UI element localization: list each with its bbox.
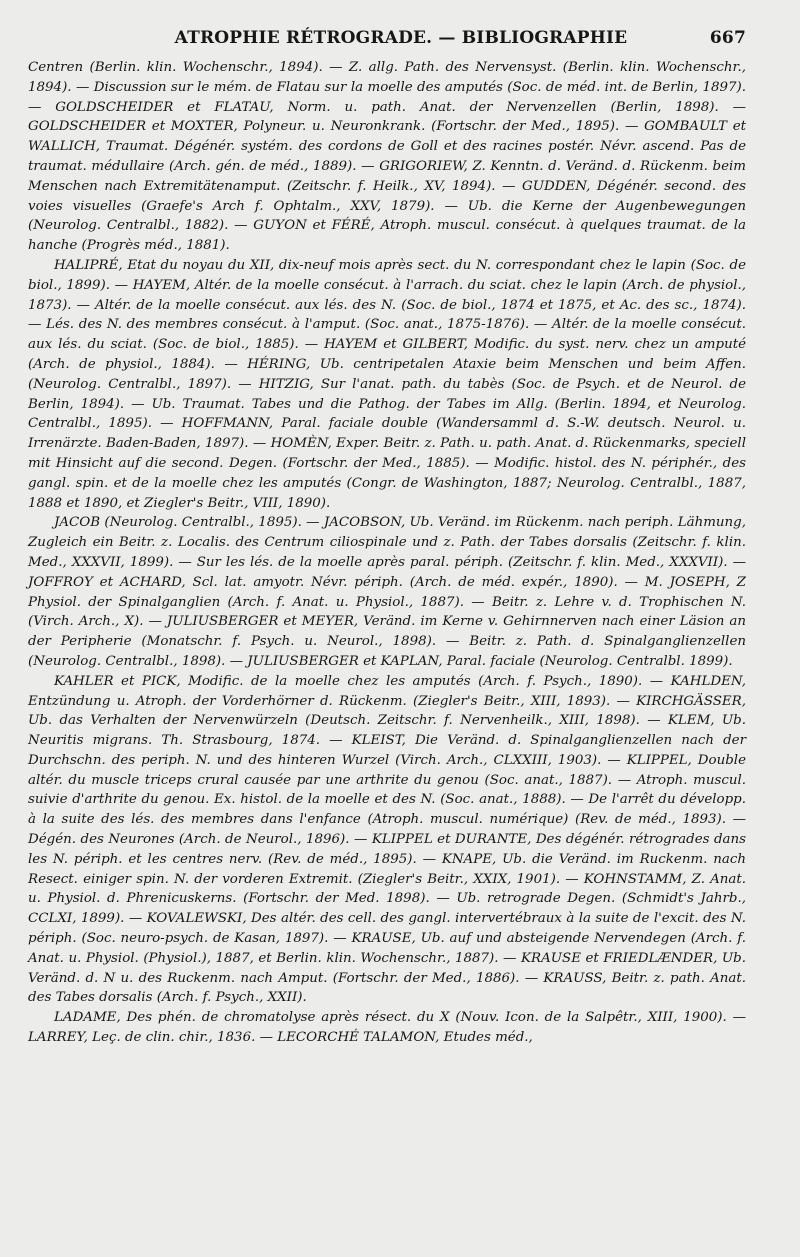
paragraph-text: KAHLER et PICK, Modific. de la moelle chez les amputés (Arch. f. Psych., 1890). — KAHLDEN, Entzündung u. Atroph. der Vorderhörner d. Rückenm. (Ziegler's Beitr., XIII, 1893). — KIRCHGÄSSER, Ub. das Verhalten der Nervenwürzeln (Deutsch. Zeitschr. f. Nervenheilk., XIII, 1898). — KLEM, Ub. Neuritis migrans. Th. Strasbourg, 1874. — KLEIST, Die Veränd. d. Spinalganglienzellen nach der Durchschn. des periph. N. und des hinteren Wurzel (Virch. Arch., CLXXIII, 1903). — KLIPPEL, Double altér. du muscle triceps crural causée par une arthrite du genou (Soc. anat., 1887). — Atroph. muscul. suivie d'arthrite du genou. Ex. histol. de la moelle et des N. (Soc. anat., 1888). — De l'arrêt du développ. à la suite des lés. des membres dans l'enfance (Atroph. muscul. numérique) (Rev. de méd., 1893). — Dégén. des Neurones (Arch. de Neurol., 1896). — KLIPPEL et DURANTE, Des dégénér. rétrogrades dans les N. périph. et les centres nerv. (Rev. de méd., 1895). — KNAPE, Ub. die Veränd. im Ruckenm. nach Resect. einiger spin. N. der vorderen Extremit. (Ziegler's Beitr., XXIX, 1901). — KOHNSTAMM, Z. Anat. u. Physiol. d. Phrenicuskerns. (Fortschr. der Med. 1898). — Ub. retrograde Degen. (Schmidt's Jahrb., CCLXI, 1899). — KOVALEWSKI, Des altér. des cell. des gangl. intervertébraux à la suite de l'excit. des N. périph. (Soc. neuro-psych. de Kasan, 1897). — KRAUSE, Ub. auf und absteigende Nervendegen (Arch. f. Anat. u. Physiol. (Physiol.), 1887, et Berlin. klin. Wochenschr., 1887). — KRAUSE et FRIEDLÆNDER, Ub. Veränd. d. N u. des Ruckenm. nach Amput. (Fortschr. der Med., 1886). — KRAUSS, Beitr. z. path. Anat. des Tabes dorsalis (Arch. f. Psych., XXII).: [28, 673, 746, 1006]
running-header: [28, 28, 774, 58]
paragraph-text: HALIPRÉ, Etat du noyau du XII, dix-neuf mois après sect. du N. correspondant chez le lapin (Soc. de biol., 1899). — HAYEM, Altér. de la moelle consécut. à l'arrach. du sciat. chez le lapin (Arch. de physiol., 1873). — Altér. de la moelle consécut. aux lés. des N. (Soc. de biol., 1874 et 1875, et Ac. des sc., 1874). — Lés. des N. des membres consécut. à l'amput. (Soc. anat., 1875-1876). — Altér. de la moelle consécut. aux lés. du sciat. (Soc. de biol., 1885). — HAYEM et GILBERT, Modific. du syst. nerv. chez un amputé (Arch. de physiol., 1884). — HÉRING, Ub. centripetalen Ataxie beim Menschen und beim Affen. (Neurolog. Centralbl., 1897). — HITZIG, Sur l'anat. path. du tabès (Soc. de Psych. et de Neurol. de Berlin, 1894). — Ub. Traumat. Tabes und die Pathog. der Tabes im Allg. (Berlin. 1894, et Neurolog. Centralbl., 1895). — HOFFMANN, Paral. faciale double (Wandersamml d. S.-W. deutsch. Neurol. u. Irrenärzte. Baden-Baden, 1897). — HOMÈN, Exper. Beitr. z. Path. u. path. Anat. d. Rückenmarks, speciell mit Hinsicht auf die second. Degen. (Fortschr. der Med., 1885). — Modific. histol. des N. périphér., des gangl. spin. et de la moelle chez les amputés (Congr. de Washington, 1887; Neurolog. Centralbl., 1887, 1888 et 1890, et Ziegler's Beitr., VIII, 1890).: [28, 257, 746, 511]
bibliography-paragraph: [28, 513, 746, 671]
paragraph-text: LADAME, Des phén. de chromatolyse après résect. du X (Nouv. Icon. de la Salpêtr., XIII, 1900). — LARREY, Leç. de clin. chir., 1836. — LECORCHÉ TALAMON, Etudes méd.,: [28, 1010, 746, 1046]
paragraph-text: Centren (Berlin. klin. Wochenschr., 1894). — Z. allg. Path. des Nervensyst. (Berlin. klin. Wochenschr., 1894). — Discussion sur le mém. de Flatau sur la moelle des amputés (Soc. de méd. int. de Berlin, 1897). — GOLDSCHEIDER et FLATAU, Norm. u. path. Anat. der Nervenzellen (Berlin, 1898). — GOLDSCHEIDER et MOXTER, Polyneur. u. Neuronkrank. (Fortschr. der Med., 1895). — GOMBAULT et WALLICH, Traumat. Dégénér. systém. des cordons de Goll et des racines postér. Névr. ascend. Pas de traumat. médullaire (Arch. gén. de méd., 1889). — GRIGORIEW, Z. Kenntn. d. Veränd. d. Rückenm. beim Menschen nach Extremitätenamput. (Zeitschr. f. Heilk., XV, 1894). — GUDDEN, Dégénér. second. des voies visuelles (Graefe's Arch f. Ophtalm., XXV, 1879). — Ub. die Kerne der Augenbewegungen (Neurolog. Centralbl., 1882). — GUYON et FÉRÉ, Atroph. muscul. consécut. à quelques traumat. de la hanche (Progrès méd., 1881).: [28, 60, 746, 254]
bibliography-paragraph: [28, 672, 746, 1009]
bibliography-paragraph: [28, 256, 746, 513]
bibliography-paragraph: [28, 1008, 746, 1048]
running-title: ATROPHIE RÉTROGRADE. — BIBLIOGRAPHIE: [174, 28, 628, 48]
page-number: 667: [709, 28, 746, 48]
bibliography-body: [28, 58, 746, 1048]
bibliography-paragraph: [28, 58, 746, 256]
paragraph-text: JACOB (Neurolog. Centralbl., 1895). — JACOBSON, Ub. Veränd. im Rückenm. nach periph. Lähmung, Zugleich ein Beitr. z. Localis. des Centrum ciliospinale und z. Path. der Tabes dorsalis (Zeitschr. f. klin. Med., XXXVII, 1899). — Sur les lés. de la moelle après paral. périph. (Zeitschr. f. klin. Med., XXXVII). — JOFFROY et ACHARD, Scl. lat. amyotr. Névr. périph. (Arch. de méd. expér., 1890). — M. JOSEPH, Z Physiol. der Spinalganglien (Arch. f. Anat. u. Physiol., 1887). — Beitr. z. Lehre v. d. Trophischen N. (Virch. Arch., X). — JULIUSBERGER et MEYER, Veränd. im Kerne v. Gehirnnerven nach einer Läsion an der Peripherie (Monatschr. f. Psych. u. Neurol., 1898). — Beitr. z. Path. d. Spinalganglienzellen (Neurolog. Centralbl., 1898). — JULIUSBERGER et KAPLAN, Paral. faciale (Neurolog. Centralbl. 1899).: [28, 515, 746, 669]
